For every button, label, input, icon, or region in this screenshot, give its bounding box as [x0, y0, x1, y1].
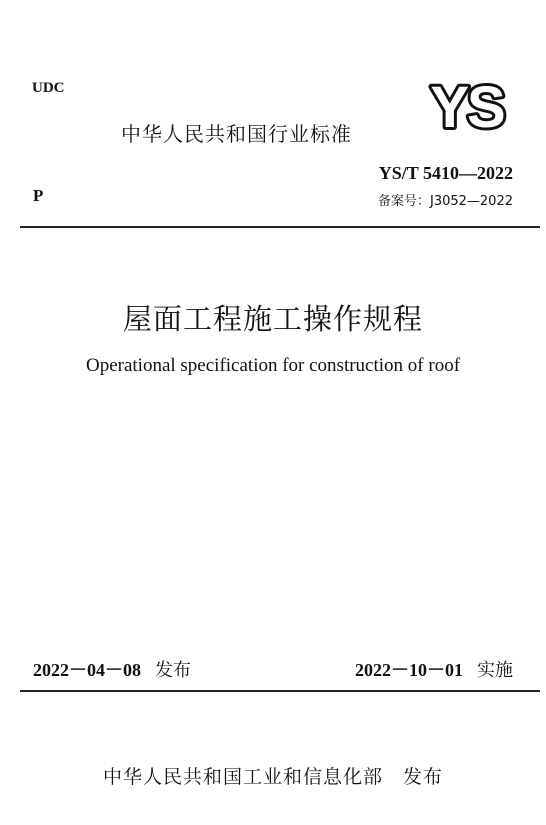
issue-date-block: [33, 656, 191, 682]
implement-label: 实施: [477, 660, 513, 681]
issue-date: 2022－04－08: [33, 660, 141, 680]
record-number: 备案号：J3052—2022: [377, 194, 513, 209]
ys-logo: [418, 79, 516, 139]
classification-code: P: [33, 186, 44, 205]
publisher-line: 中华人民共和国工业和信息化部 发布: [102, 766, 443, 788]
implement-date: 2022－10－01: [355, 660, 463, 680]
udc-label: UDC: [32, 80, 65, 96]
industry-standard-heading: 中华人民共和国行业标准: [121, 122, 352, 146]
bottom-divider: [20, 690, 540, 692]
document-title-english: Operational specification for construction of roof: [85, 355, 461, 376]
implement-date-block: [355, 656, 513, 682]
ys-logo-text: YS: [430, 79, 504, 139]
standard-number: YS/T 5410—2022: [378, 163, 513, 183]
issue-label: 发布: [155, 660, 191, 681]
document-title-chinese: 屋面工程施工操作规程: [122, 302, 423, 336]
top-divider: [20, 226, 540, 228]
